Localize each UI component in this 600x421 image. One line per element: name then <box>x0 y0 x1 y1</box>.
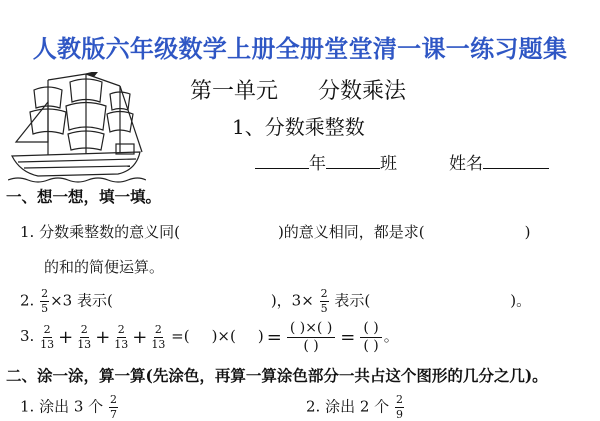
s2-q1-fraction: $\frac{2}{7}$ <box>109 393 117 421</box>
section-1-title: 一、想一想，填一填。 <box>6 187 162 206</box>
grade-label: 年 <box>309 154 326 174</box>
lesson-title: 1、分数乘整数 <box>232 115 365 139</box>
q3-fraction: $\frac{2}{13}$ <box>151 322 166 351</box>
section-2-question-2 <box>306 394 405 421</box>
q3-result-fraction[interactable]: $\frac{( )}{( )}$ <box>360 320 381 354</box>
grade-blank[interactable] <box>255 152 309 169</box>
q3-period: 。 <box>383 327 399 345</box>
q2-fraction-2: $\frac{2}{5}$ <box>320 287 328 315</box>
equals-sign: = <box>266 326 282 348</box>
section-2-title: 二、涂一涂，算一算(先涂色，再算一算涂色部分一共占这个图形的几分之几)。 <box>6 366 548 385</box>
q3-product-fraction[interactable]: $\frac{( )\times( )}{( )}$ <box>287 320 335 354</box>
q3-equals-open: =( <box>171 327 190 345</box>
q2-text-b: )，3× <box>270 291 314 310</box>
q3-number: 3. <box>20 327 35 345</box>
q1-text-a: 1. 分数乘整数的意义同( <box>20 223 180 241</box>
question-3 <box>20 320 399 354</box>
class-label: 班 <box>380 154 397 174</box>
q2-text-d: )。 <box>510 291 532 310</box>
q2-text-c: 表示( <box>334 291 371 310</box>
name-blank[interactable] <box>483 152 549 169</box>
name-label: 姓名 <box>449 154 483 174</box>
q3-close: ) <box>257 327 264 345</box>
s2-q2-text: 2. 涂出 2 个 <box>306 397 390 416</box>
unit-topic: 分数乘法 <box>318 79 407 104</box>
class-blank[interactable] <box>326 152 380 169</box>
q1-text-b: )的意义相同，都是求( <box>277 223 425 241</box>
section-2-question-1 <box>20 394 119 421</box>
question-1-line-1 <box>20 221 531 242</box>
q2-text-a: ×3 表示( <box>50 291 113 310</box>
q1-text-c: ) <box>524 223 531 241</box>
q2-number: 2. <box>20 291 35 310</box>
unit-title <box>190 74 406 105</box>
q3-fraction: $\frac{2}{13}$ <box>40 322 55 351</box>
q3-times-open: )×( <box>211 327 236 345</box>
banner-title: 人教版六年级数学上册全册堂堂清一课一练习题集 <box>32 35 568 63</box>
sailing-ship-illustration <box>8 72 146 184</box>
q3-fraction: $\frac{2}{13}$ <box>77 322 92 351</box>
plus-sign: + <box>132 326 148 348</box>
unit-label: 第一单元 <box>190 79 279 104</box>
q3-fraction: $\frac{2}{13}$ <box>114 322 129 351</box>
q2-fraction-1: $\frac{2}{5}$ <box>41 287 49 315</box>
question-2 <box>20 288 531 315</box>
plus-sign: + <box>58 326 74 348</box>
equals-sign: = <box>340 326 356 348</box>
plus-sign: + <box>95 326 111 348</box>
s2-q2-fraction: $\frac{2}{9}$ <box>395 393 403 421</box>
question-1-line-2: 的和的简便运算。 <box>44 258 165 276</box>
s2-q1-text: 1. 涂出 3 个 <box>20 397 104 416</box>
student-info-line <box>255 149 549 174</box>
